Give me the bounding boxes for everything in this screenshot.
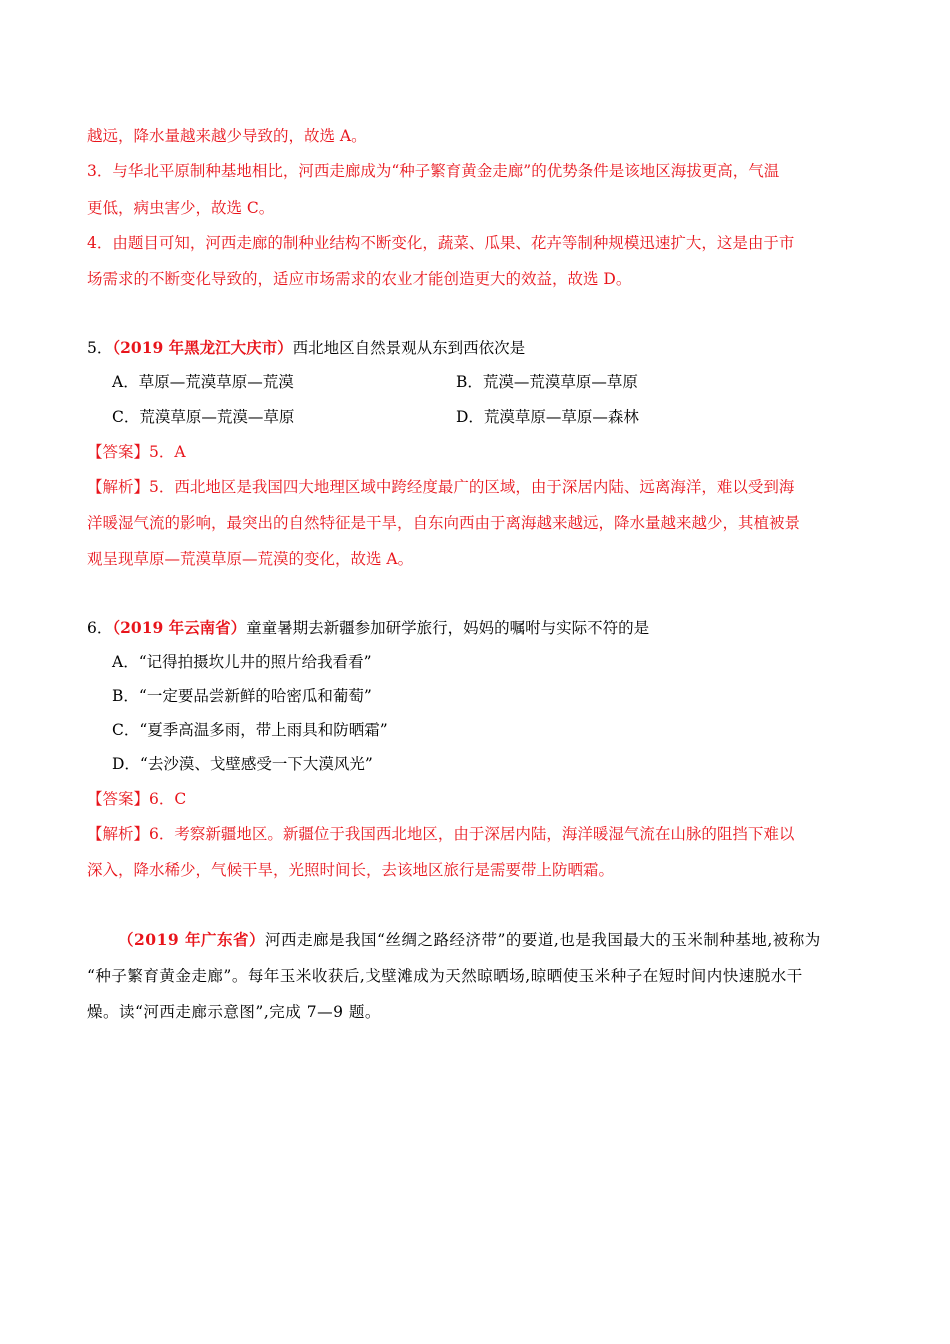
analysis-item-3-line: 更低，病虫害少，故选 C。	[87, 199, 275, 217]
passage-source: （2019 年广东省）	[118, 930, 266, 949]
passage-text: 河西走廊是我国“丝绸之路经济带”的要道,也是我国最大的玉米制种基地,被称为	[265, 931, 821, 949]
question-source: （2019 年黑龙江大庆市）	[112, 338, 293, 357]
question-6-stem	[87, 616, 867, 640]
answer-5: 【答案】5．A	[87, 443, 186, 461]
question-text: 童童暑期去新疆参加研学旅行，妈妈的嘱咐与实际不符的是	[246, 619, 650, 637]
option-a: A．“记得拍摄坎儿井的照片给我看看”	[112, 653, 372, 671]
passage-line	[118, 928, 868, 952]
analysis-item-3-line: 3．与华北平原制种基地相比，河西走廊成为“种子繁育黄金走廊”的优势条件是该地区海拔更高，气温	[87, 162, 780, 180]
analysis-item-4-line: 场需求的不断变化导致的，适应市场需求的农业才能创造更大的效益，故选 D。	[87, 270, 632, 288]
analysis-6-line: 【解析】6．考察新疆地区。新疆位于我国西北地区，由于深居内陆，海洋暖湿气流在山脉的阻挡下难以	[87, 825, 795, 843]
passage-line: “种子繁育黄金走廊”。每年玉米收获后,戈壁滩成为天然晾晒场,晾晒使玉米种子在短时间内快速脱水干	[87, 967, 803, 985]
option-d: D．“去沙漠、戈壁感受一下大漠风光”	[112, 755, 373, 773]
option-b: B．“一定要品尝新鲜的哈密瓜和葡萄”	[112, 687, 372, 705]
option-c: C．荒漠草原—荒漠—草原	[112, 408, 295, 426]
option-c: C．“夏季高温多雨，带上雨具和防晒霜”	[112, 721, 388, 739]
question-source: （2019 年云南省）	[112, 618, 247, 637]
question-text: 西北地区自然景观从东到西依次是	[292, 339, 526, 357]
analysis-item-4-line: 4．由题目可知，河西走廊的制种业结构不断变化，蔬菜、瓜果、花卉等制种规模迅速扩大，这是由于市	[87, 234, 795, 252]
question-number: 5．	[87, 339, 113, 357]
option-d: D．荒漠草原—草原—森林	[456, 408, 639, 426]
option-a: A．草原—荒漠草原—荒漠	[112, 373, 294, 391]
option-b: B．荒漠—荒漠草原—草原	[456, 373, 638, 391]
analysis-continuation-line: 越远，降水量越来越少导致的，故选 A。	[87, 127, 367, 145]
passage-line: 燥。读“河西走廊示意图”,完成 7—9 题。	[87, 1003, 381, 1021]
question-number: 6．	[87, 619, 113, 637]
analysis-6-line: 深入，降水稀少，气候干旱，光照时间长，去该地区旅行是需要带上防晒霜。	[87, 861, 615, 879]
analysis-5-line: 观呈现草原—荒漠草原—荒漠的变化，故选 A。	[87, 550, 414, 568]
answer-6: 【答案】6．C	[87, 790, 187, 808]
analysis-5-line: 洋暖湿气流的影响，最突出的自然特征是干旱，自东向西由于离海越来越远，降水量越来越少，其植被景	[87, 514, 801, 532]
question-5-stem	[87, 336, 867, 360]
analysis-5-line: 【解析】5．西北地区是我国四大地理区域中跨经度最广的区域，由于深居内陆、远离海洋，难以受到海	[87, 478, 795, 496]
